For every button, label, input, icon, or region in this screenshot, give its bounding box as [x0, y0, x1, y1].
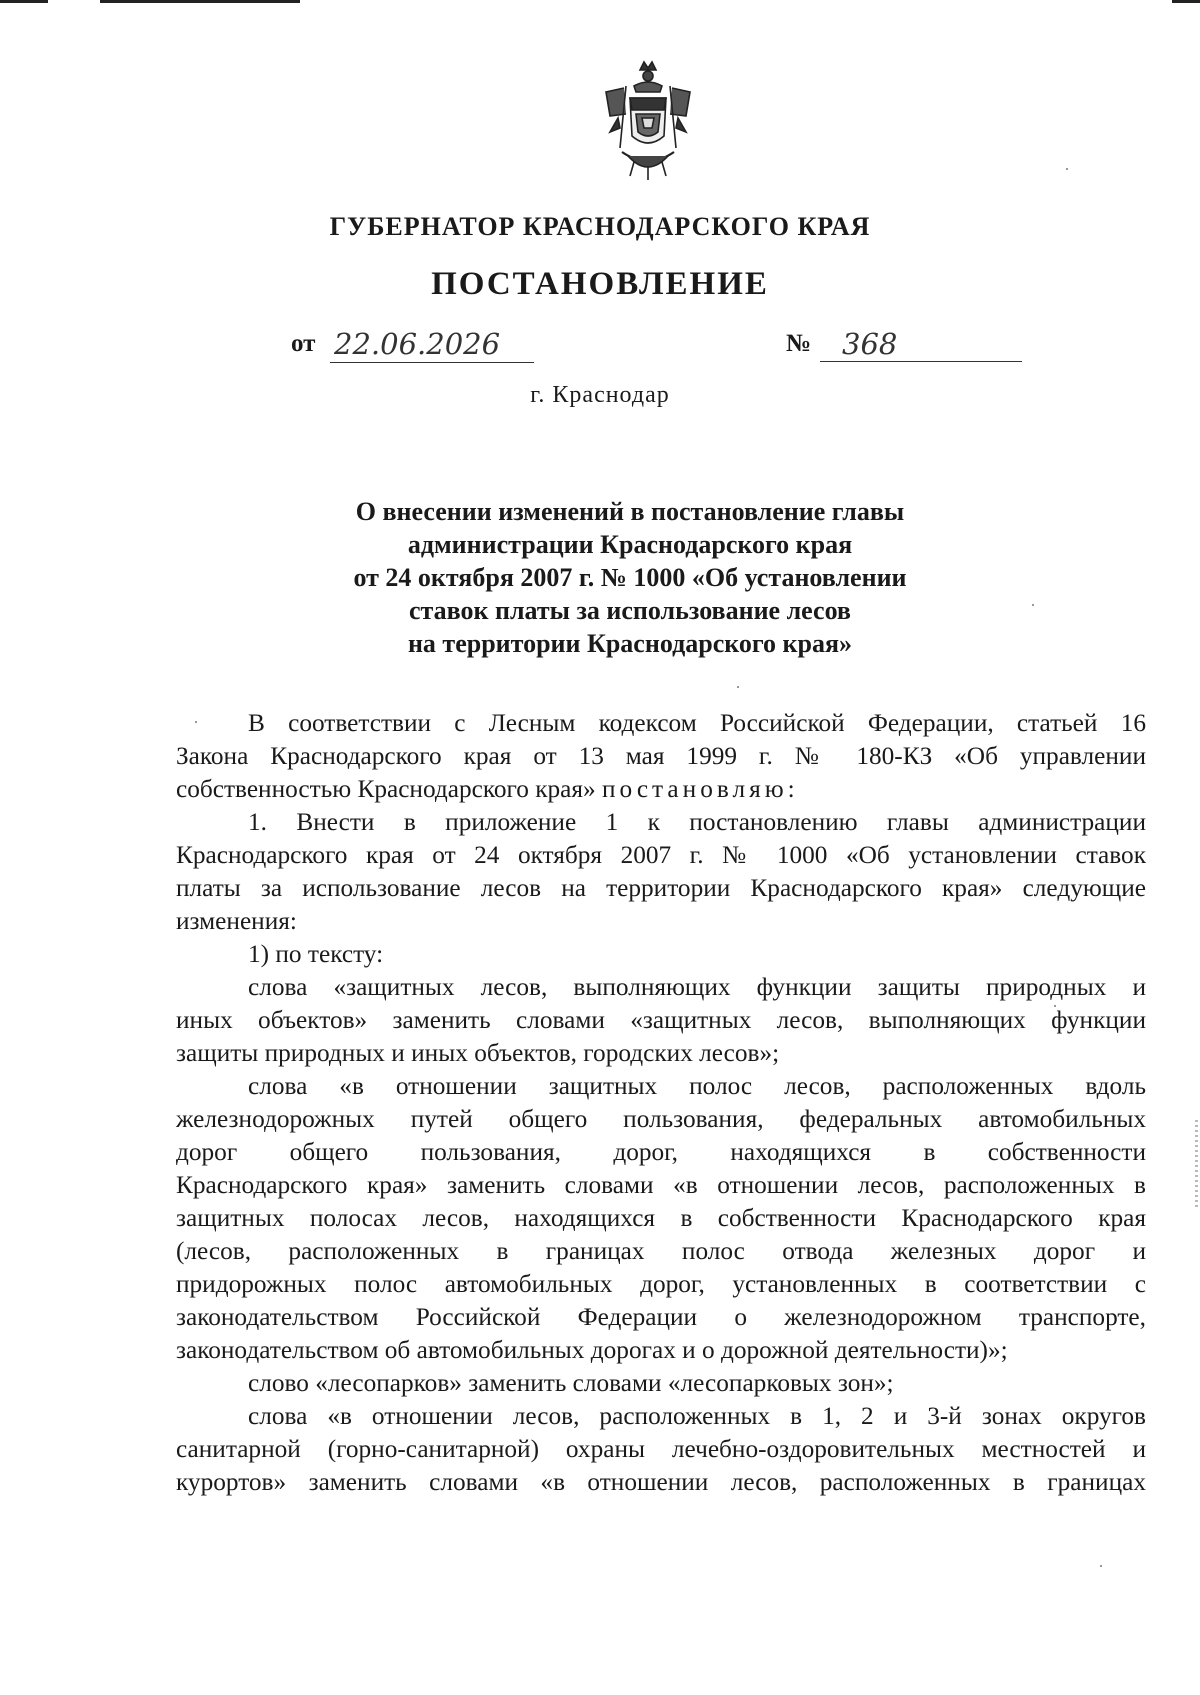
body-line: платы за использование лесов на территории Краснодарского края» следующие [176, 874, 1146, 902]
krasnodar-coat-of-arms-emblem [600, 58, 696, 182]
scan-edge-marks [1195, 1120, 1198, 1210]
city: г. Краснодар [530, 382, 670, 408]
body-line: санитарной (горно-санитарной) охраны лечебно-оздоровительных местностей и [176, 1435, 1146, 1463]
decree-word: постановляю: [602, 775, 799, 803]
scan-speck [1032, 604, 1034, 606]
document-type-heading: ПОСТАНОВЛЕНИЕ [431, 266, 769, 302]
body-line: законодательством об автомобильных дорогах и о дорожной деятельности)»; [176, 1336, 1008, 1364]
body-line: дорог общего пользования, дорог, находящихся в собственности [176, 1138, 1146, 1166]
body-line: слова «в отношении защитных полос лесов, расположенных вдоль [248, 1072, 1146, 1100]
body-line: железнодорожных путей общего пользования, федеральных автомобильных [176, 1105, 1146, 1133]
body-line [176, 773, 1146, 806]
body-line: придорожных полос автомобильных дорог, установленных в соответствии с [176, 1270, 1146, 1298]
body-line: Краснодарского края от 24 октября 2007 г. № 1000 «Об установлении ставок [176, 841, 1146, 869]
body-line: слово «лесопарков» заменить словами «лесопарковых зон»; [248, 1369, 894, 1397]
body-line: слова «в отношении лесов, расположенных в 1, 2 и 3-й зонах округов [248, 1402, 1146, 1430]
body-line: изменения: [176, 907, 297, 935]
scan-artifact-line [1172, 0, 1200, 3]
body-line: иных объектов» заменить словами «защитных лесов, выполняющих функции [176, 1006, 1146, 1034]
scan-artifact-line [100, 0, 300, 3]
title-line: на территории Краснодарского края» [407, 629, 853, 658]
handwritten-number: 368 [820, 326, 1022, 362]
body-line: курортов» заменить словами «в отношении лесов, расположенных в границах [176, 1468, 1146, 1496]
body-text: собственностью Краснодарского края» [176, 775, 596, 803]
number-label: № [786, 330, 812, 357]
title-line: О внесении изменений в постановление главы [355, 497, 905, 526]
body-line: Краснодарского края» заменить словами «в отношении лесов, расположенных в [176, 1171, 1146, 1199]
document-title [300, 495, 960, 660]
body-line: В соответствии с Лесным кодексом Российской Федерации, статьей 16 [248, 709, 1146, 737]
scan-artifact-line [0, 0, 48, 3]
document-body [176, 707, 1146, 1499]
title-line: ставок платы за использование лесов [409, 596, 851, 625]
handwritten-date: 22.06.2026 [330, 326, 534, 363]
title-line: администрации Краснодарского края [407, 530, 853, 559]
title-line: от 24 октября 2007 г. № 1000 «Об установлении [353, 563, 907, 592]
body-line: слова «защитных лесов, выполняющих функции защиты природных и [248, 973, 1146, 1001]
body-line: защиты природных и иных объектов, городских лесов»; [176, 1039, 780, 1067]
scan-speck [1100, 1565, 1102, 1567]
body-line: законодательством Российской Федерации о железнодорожном транспорте, [176, 1303, 1146, 1331]
issuing-authority: ГУБЕРНАТОР КРАСНОДАРСКОГО КРАЯ [329, 212, 871, 241]
body-line: 1. Внести в приложение 1 к постановлению главы администрации [248, 808, 1146, 836]
body-line: 1) по тексту: [248, 940, 384, 968]
scan-speck [1066, 168, 1068, 170]
scan-speck [737, 686, 739, 688]
body-line: (лесов, расположенных в границах полос отвода железных дорог и [176, 1237, 1146, 1265]
date-label: от [291, 330, 316, 357]
body-line: защитных полосах лесов, находящихся в собственности Краснодарского края [176, 1204, 1146, 1232]
body-line: Закона Краснодарского края от 13 мая 1999 г. № 180-КЗ «Об управлении [176, 742, 1146, 770]
